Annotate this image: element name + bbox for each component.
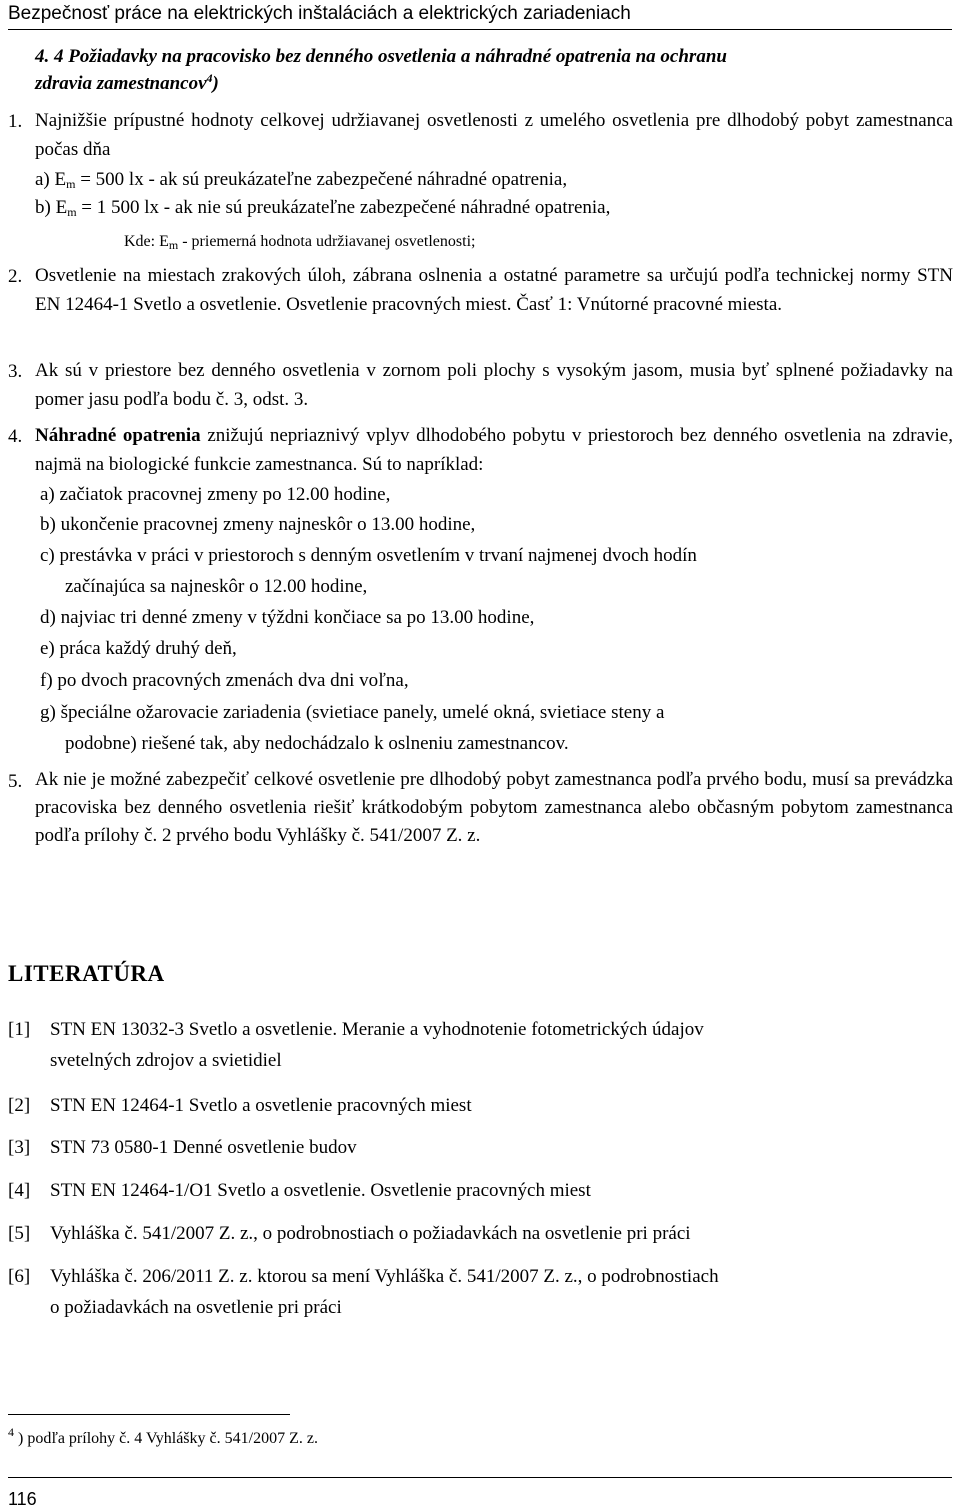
option-a-label: a) E [35, 169, 67, 190]
option-a-subscript: m [66, 177, 76, 191]
item-4-body: znižujú nepriaznivý vplyv dlhodobého pobytu v priestoroch bez denného osvetlenia na zdravie, najmä na biologické funkcie zamestnanca. Sú to napríklad: [35, 425, 953, 475]
item-2-text: Osvetlenie na miestach zrakových úloh, zábrana oslnenia a ostatné parametre sa určujú podľa technickej normy STN EN 12464-1 Svetlo a osvetlenie. Osvetlenie pracovných miest. Časť 1: Vnútorné pracovné miesta. [35, 265, 953, 315]
section-heading-footnote-ref: 4 [206, 71, 213, 85]
footnote-text: ) podľa prílohy č. 4 Vyhlášky č. 541/2007 Z. z. [14, 1430, 318, 1447]
reference-4-line1: STN EN 12464-1/O1 Svetlo a osvetlenie. Osvetlenie pracovných miest [50, 1180, 591, 1201]
section-heading-line1: 4. 4 Požiadavky na pracovisko bez denného osvetlenia a náhradné opatrenia na ochranu [35, 46, 727, 67]
option-b-subscript: m [67, 205, 77, 219]
item-1-text: Najnižšie prípustné hodnoty celkovej udržiavanej osvetlenosti z umelého osvetlenia pre dlhodobý pobyt zamestnanca počas dňa [35, 110, 953, 160]
item-4-list-b: b) ukončenie pracovnej zmeny najneskôr o 13.00 hodine, [40, 514, 476, 535]
section-heading [35, 43, 935, 97]
reference-1-number: [1] [8, 1019, 31, 1040]
item-3-text: Ak sú v priestore bez denného osvetlenia v zornom poli plochy s vysokým jasom, musia byť splnené požiadavky na pomer jasu podľa bodu č. 3, odst. 3. [35, 360, 953, 410]
running-header [8, 0, 952, 30]
item-4-list-g-cont: podobne) riešené tak, aby nedochádzalo k oslneniu zamestnancov. [65, 733, 569, 754]
section-heading-line2: zdravia zamestnancov [35, 73, 207, 94]
item-1-number: 1. [8, 111, 23, 132]
footer-divider [8, 1477, 952, 1478]
option-b-text: = 1 500 lx - ak nie sú preukázateľne zabezpečené náhradné opatrenia, [76, 197, 611, 218]
reference-4-number: [4] [8, 1180, 31, 1201]
reference-2-number: [2] [8, 1095, 31, 1116]
item-2-number: 2. [8, 266, 23, 287]
item-4-text [35, 421, 953, 479]
item-4-list-a: a) začiatok pracovnej zmeny po 12.00 hodine, [40, 484, 391, 505]
item-4-bold-term: Náhradné opatrenia [35, 425, 201, 446]
literature-heading: LITERATÚRA [8, 961, 165, 986]
item-4-list-g: g) špeciálne ožarovacie zariadenia (svietiace panely, umelé okná, svietiace steny a [40, 702, 665, 723]
item-1-legend [124, 226, 924, 257]
item-4-list-d: d) najviac tri denné zmeny v týždni končiace sa po 13.00 hodine, [40, 607, 535, 628]
section-heading-close: ) [212, 73, 219, 94]
footnote-marker: 4 [8, 1425, 14, 1439]
reference-1-line2: svetelných zdrojov a svietidiel [50, 1050, 282, 1071]
reference-5-line1: Vyhláška č. 541/2007 Z. z., o podrobnostiach o požiadavkách na osvetlenie pri práci [50, 1223, 691, 1244]
legend-label: Kde: E [124, 233, 169, 250]
item-5-text: Ak nie je možné zabezpečiť celkové osvetlenie pre dlhodobý pobyt zamestnanca podľa prvého bodu, musí sa prevádzka pracoviska bez denného osvetlenia riešiť krátkodobým pobytom zamestnanca alebo občasným pobytom zamestnanca podľa prílohy č. 2 prvého bodu Vyhlášky č. 541/2007 Z. z. [35, 769, 953, 846]
reference-6-line1: Vyhláška č. 206/2011 Z. z. ktorou sa mení Vyhláška č. 541/2007 Z. z., o podrobnostiach [50, 1266, 719, 1287]
reference-5-number: [5] [8, 1223, 31, 1244]
page-number: 116 [8, 1489, 37, 1509]
item-3-number: 3. [8, 361, 23, 382]
reference-2-line1: STN EN 12464-1 Svetlo a osvetlenie pracovných miest [50, 1095, 472, 1116]
item-4-list-f: f) po dvoch pracovných zmenách dva dni voľna, [40, 670, 409, 691]
reference-6-number: [6] [8, 1266, 31, 1287]
item-4-list-c: c) prestávka v práci v priestoroch s denným osvetlením v trvaní najmenej dvoch hodín [40, 545, 697, 566]
item-4-number: 4. [8, 426, 23, 447]
legend-subscript: m [168, 238, 179, 252]
item-4-list-c-cont: začínajúca sa najneskôr o 12.00 hodine, [65, 576, 368, 597]
running-header-title: Bezpečnosť práce na elektrických inštaláciách a elektrických zariadeniach [8, 3, 631, 24]
item-1-option-b [35, 192, 935, 223]
legend-text: - priemerná hodnota udržiavanej osvetlenosti; [178, 233, 476, 250]
footnote-divider [8, 1414, 290, 1415]
reference-3-number: [3] [8, 1137, 31, 1158]
option-a-text: = 500 lx - ak sú preukázateľne zabezpečené náhradné opatrenia, [75, 169, 568, 190]
reference-3-line1: STN 73 0580-1 Denné osvetlenie budov [50, 1137, 357, 1158]
reference-6-line2: o požiadavkách na osvetlenie pri práci [50, 1297, 342, 1318]
item-1-option-a [35, 164, 935, 195]
reference-1-line1: STN EN 13032-3 Svetlo a osvetlenie. Meranie a vyhodnotenie fotometrických údajov [50, 1019, 704, 1040]
footnote [8, 1426, 608, 1452]
option-b-label: b) E [35, 197, 68, 218]
item-4-list-e: e) práca každý druhý deň, [40, 638, 237, 659]
item-5-number: 5. [8, 771, 23, 792]
